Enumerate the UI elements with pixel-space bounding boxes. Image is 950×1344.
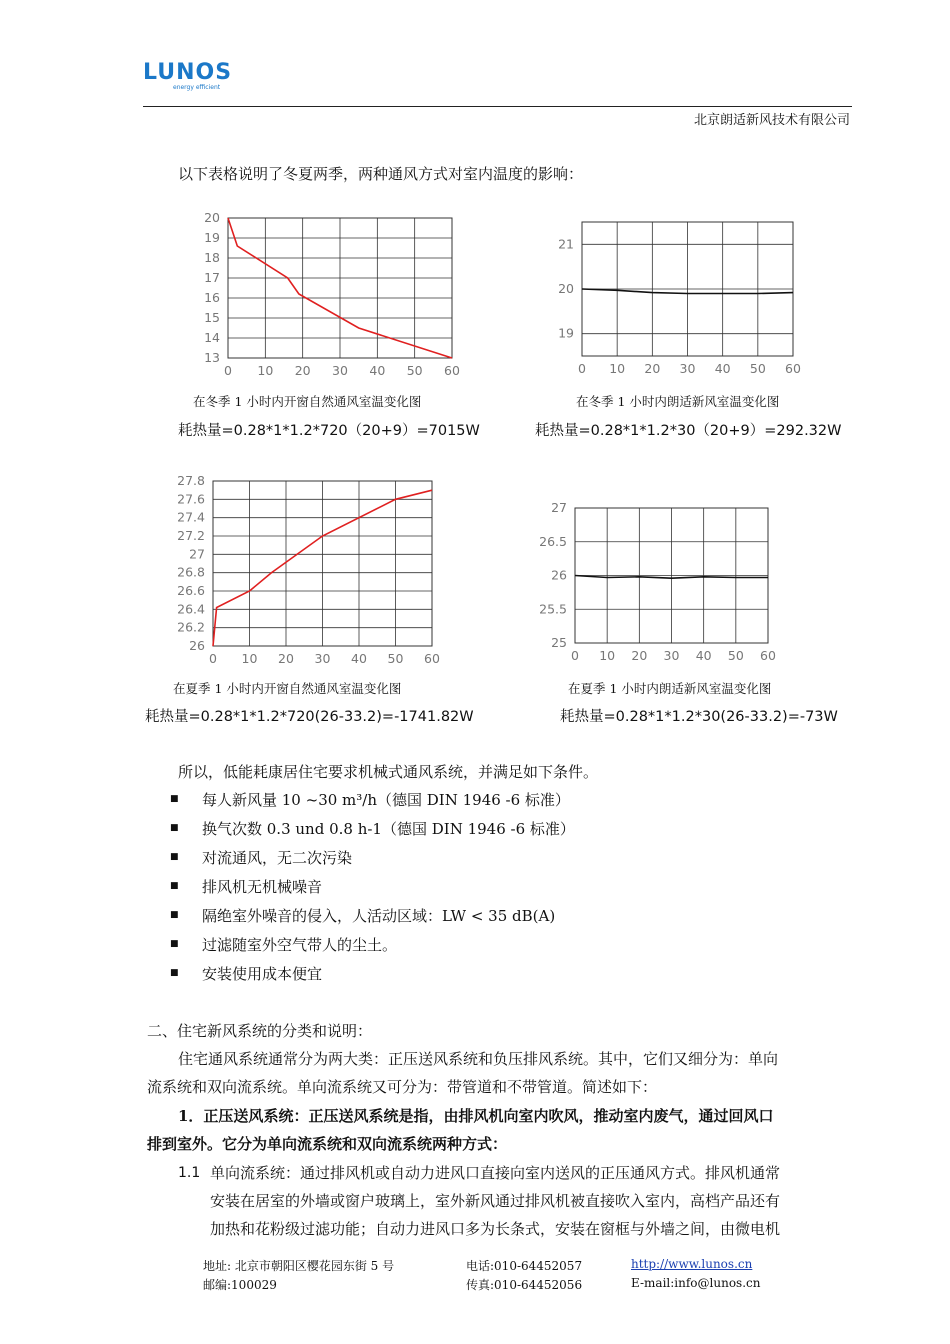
requirement-item-text: 对流通风，无二次污染: [202, 849, 353, 867]
y-tick-label: 13: [204, 350, 220, 365]
x-tick-label: 0: [224, 363, 232, 378]
section2-para2-line1: 1．正压送风系统：正压送风系统是指，由排风机向室内吹风，推动室内废气，通过回风口: [178, 1107, 774, 1125]
y-tick-label: 21: [558, 236, 574, 252]
y-tick-label: 27.4: [177, 509, 205, 525]
chart-winter-window-caption: 在冬季 1 小时内开窗自然通风室温变化图: [193, 394, 422, 409]
y-tick-label: 14: [204, 330, 220, 345]
footer-email: E-mail:info@lunos.cn: [631, 1276, 761, 1290]
x-tick-label: 10: [241, 651, 258, 666]
x-tick-label: 10: [599, 648, 616, 663]
chart-summer-lunos-caption: 在夏季 1 小时内朗适新风室温变化图: [568, 681, 772, 696]
y-tick-label: 26.5: [539, 533, 567, 549]
bullet-square-icon: ■: [170, 910, 179, 920]
x-tick-label: 30: [314, 651, 331, 666]
y-tick-label: 20: [558, 281, 574, 296]
x-tick-label: 0: [578, 361, 586, 376]
y-tick-label: 26.8: [177, 564, 205, 580]
y-tick-label: 19: [558, 325, 574, 341]
y-tick-label: 25: [551, 635, 567, 650]
requirement-item-text: 过滤随室外空气带人的尘土。: [202, 936, 398, 954]
logo-tagline: energy efficient: [173, 84, 221, 91]
y-tick-label: 27: [551, 500, 567, 515]
y-tick-label: 27.6: [177, 491, 205, 507]
section2-para3-line1: 单向流系统：通过排风机或自动力进风口直接向室内送风的正压通风方式。排风机通常: [210, 1164, 781, 1182]
y-tick-label: 17: [204, 270, 220, 285]
requirement-item-text: 隔绝室外噪音的侵入，人活动区域：LW < 35 dB(A): [202, 907, 556, 925]
y-tick-label: 26.6: [177, 583, 205, 598]
y-tick-label: 27.2: [177, 528, 205, 543]
x-tick-label: 50: [749, 361, 766, 376]
x-tick-label: 60: [760, 648, 776, 663]
y-tick-label: 16: [204, 290, 220, 305]
x-tick-label: 10: [609, 361, 626, 376]
section2-para3-line2: 安装在居室的外墙或窗户玻璃上，室外新风通过排风机被直接吹入室内，高档产品还有: [210, 1192, 781, 1210]
y-tick-label: 20: [204, 210, 220, 225]
chart-summer-window: [170, 470, 460, 670]
company-name: 北京朗适新风技术有限公司: [693, 113, 850, 128]
x-tick-label: 30: [332, 363, 348, 378]
x-tick-label: 20: [294, 363, 311, 378]
x-tick-label: 40: [351, 651, 367, 666]
requirement-item-text: 每人新风量 10 ~30 m³/h（德国 DIN 1946 -6 标准）: [202, 791, 570, 809]
x-tick-label: 10: [257, 363, 274, 378]
footer-fax: 传真:010-64452056: [466, 1278, 583, 1292]
section2-para1-line1: 住宅通风系统通常分为两大类：正压送风系统和负压排风系统。其中，它们又细分为：单向: [178, 1050, 779, 1068]
y-tick-label: 26: [551, 567, 567, 583]
intro-text: 以下表格说明了冬夏两季，两种通风方式对室内温度的影响：: [178, 165, 584, 183]
section2-heading: 二、住宅新风系统的分类和说明：: [147, 1022, 373, 1040]
chart-summer-lunos-formula: 耗热量=0.28*1*1.2*30(26-33.2)=-73W: [560, 709, 838, 725]
bullet-square-icon: ■: [170, 852, 179, 862]
section2-para2-line2: 排到室外。它分为单向流系统和双向流系统两种方式：: [147, 1135, 508, 1153]
section2-para3-number: 1.1: [178, 1165, 201, 1181]
lunos-logo: [143, 62, 233, 98]
y-tick-label: 15: [204, 310, 220, 325]
bullet-square-icon: ■: [170, 823, 179, 833]
chart-winter-lunos: [540, 210, 810, 385]
chart-winter-lunos-caption: 在冬季 1 小时内朗适新风室温变化图: [576, 394, 780, 409]
chart-winter-lunos-formula: 耗热量=0.28*1*1.2*30（20+9）=292.32W: [535, 423, 842, 439]
x-tick-label: 50: [406, 363, 423, 378]
chart-summer-window-formula: 耗热量=0.28*1*1.2*720(26-33.2)=-1741.82W: [145, 709, 474, 725]
footer-phone: 电话:010-64452057: [466, 1259, 583, 1273]
x-tick-label: 40: [695, 648, 712, 663]
bullet-square-icon: ■: [170, 968, 179, 978]
requirement-item-text: 排风机无机械噪音: [202, 878, 323, 896]
requirements-lead: 所以，低能耗康居住宅要求机械式通风系统，并满足如下条件。: [178, 763, 599, 781]
chart-summer-window-caption: 在夏季 1 小时内开窗自然通风室温变化图: [173, 681, 402, 696]
x-tick-label: 20: [644, 361, 661, 376]
x-tick-label: 0: [209, 651, 217, 666]
x-tick-label: 60: [444, 363, 460, 378]
y-tick-label: 26.2: [177, 619, 205, 635]
requirement-item-text: 安装使用成本便宜: [202, 965, 323, 983]
footer-address: 地址: 北京市朝阳区樱花园东街 5 号: [203, 1259, 395, 1273]
x-tick-label: 40: [714, 361, 731, 376]
bullet-square-icon: ■: [170, 794, 179, 804]
y-tick-label: 18: [204, 250, 220, 265]
x-tick-label: 50: [387, 651, 404, 666]
y-tick-label: 26.4: [177, 601, 205, 617]
y-tick-label: 19: [204, 230, 220, 245]
footer-website-link[interactable]: http://www.lunos.cn: [631, 1257, 753, 1271]
x-tick-label: 20: [278, 651, 294, 666]
footer-postcode: 邮编:100029: [203, 1278, 277, 1292]
x-tick-label: 40: [369, 363, 386, 378]
y-tick-label: 26: [189, 638, 205, 653]
chart-summer-lunos: [535, 495, 795, 670]
x-tick-label: 30: [663, 648, 680, 663]
x-tick-label: 30: [679, 361, 696, 376]
chart-winter-window-formula: 耗热量=0.28*1*1.2*720（20+9）=7015W: [178, 423, 480, 439]
requirement-item-text: 换气次数 0.3 und 0.8 h-1（德国 DIN 1946 -6 标准）: [202, 820, 575, 838]
bullet-square-icon: ■: [170, 939, 179, 949]
header-rule: [143, 106, 852, 107]
x-tick-label: 60: [785, 361, 801, 376]
x-tick-label: 20: [631, 648, 648, 663]
x-tick-label: 60: [424, 651, 440, 666]
y-tick-label: 27.8: [177, 473, 205, 488]
section2-para1-line2: 流系统和双向流系统。单向流系统又可分为：带管道和不带管道。简述如下：: [147, 1078, 658, 1096]
logo-text: LUNOS: [143, 60, 233, 85]
bullet-square-icon: ■: [170, 881, 179, 891]
x-tick-label: 50: [727, 648, 744, 663]
x-tick-label: 0: [571, 648, 579, 663]
chart-winter-window: [180, 205, 470, 385]
y-tick-label: 25.5: [539, 601, 567, 617]
section2-para3-line3: 加热和花粉级过滤功能；自动力进风口多为长条式，安装在窗框与外墙之间，由微电机: [210, 1220, 781, 1238]
y-tick-label: 27: [189, 546, 205, 562]
